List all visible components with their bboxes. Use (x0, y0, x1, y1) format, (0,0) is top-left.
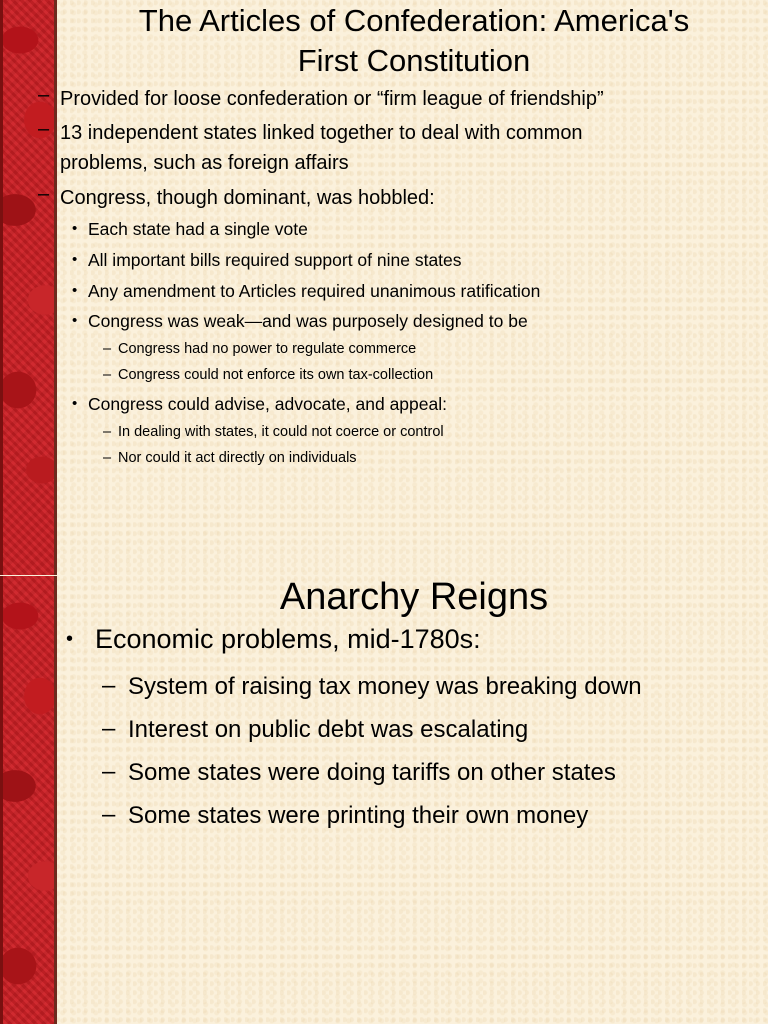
dash-marker: – (103, 367, 112, 383)
sub-list-item: Each state had a single vote (88, 219, 308, 239)
detail-item: Congress could not enforce its own tax-collection (118, 367, 434, 383)
main-point: Economic problems, mid-1780s: (95, 624, 481, 654)
bullet-marker: • (66, 628, 74, 650)
sub-list-item: All important bills required support of nine states (88, 250, 462, 270)
dash-marker: – (38, 183, 50, 205)
sub-point: System of raising tax money was breaking down (128, 673, 642, 700)
slide-anarchy-reigns (0, 576, 768, 1024)
sub-point: Some states were printing their own money (128, 802, 589, 829)
slide-title (60, 0, 768, 82)
list-item: 13 independent states linked together to deal with common (60, 122, 583, 144)
dash-marker: – (103, 450, 112, 466)
detail-item: In dealing with states, it could not coerce or control (118, 424, 444, 440)
dash-marker: – (102, 715, 116, 742)
bullet-marker: • (72, 282, 78, 299)
dash-marker: – (38, 84, 50, 106)
sub-list-item: Congress could advise, advocate, and appeal: (88, 394, 447, 414)
dash-marker: – (103, 424, 112, 440)
slide-title-line-1: The Articles of Confederation: America's (138, 3, 690, 38)
dash-marker: – (102, 758, 116, 785)
slide-title-line-2: First Constitution (297, 43, 531, 78)
dash-marker: – (103, 341, 112, 357)
dash-marker: – (38, 118, 50, 140)
bullet-marker: • (72, 251, 78, 268)
bullet-marker: • (72, 395, 78, 412)
bullet-marker: • (72, 220, 78, 237)
sub-point: Some states were doing tariffs on other states (128, 759, 616, 786)
dash-marker: – (102, 672, 116, 699)
bullet-marker: • (72, 312, 78, 329)
detail-item: Nor could it act directly on individuals (118, 450, 357, 466)
sub-list-item: Congress was weak—and was purposely designed to be (88, 311, 528, 331)
list-item: Congress, though dominant, was hobbled: (60, 187, 435, 209)
slide-title: Anarchy Reigns (279, 576, 549, 618)
dash-marker: – (102, 801, 116, 828)
sub-list-item: Any amendment to Articles required unanimous ratification (88, 281, 541, 301)
detail-item: Congress had no power to regulate commerce (118, 341, 417, 357)
sub-point: Interest on public debt was escalating (128, 716, 529, 743)
list-item: Provided for loose confederation or “firm league of friendship” (60, 88, 604, 110)
list-item-continuation: problems, such as foreign affairs (60, 152, 349, 174)
